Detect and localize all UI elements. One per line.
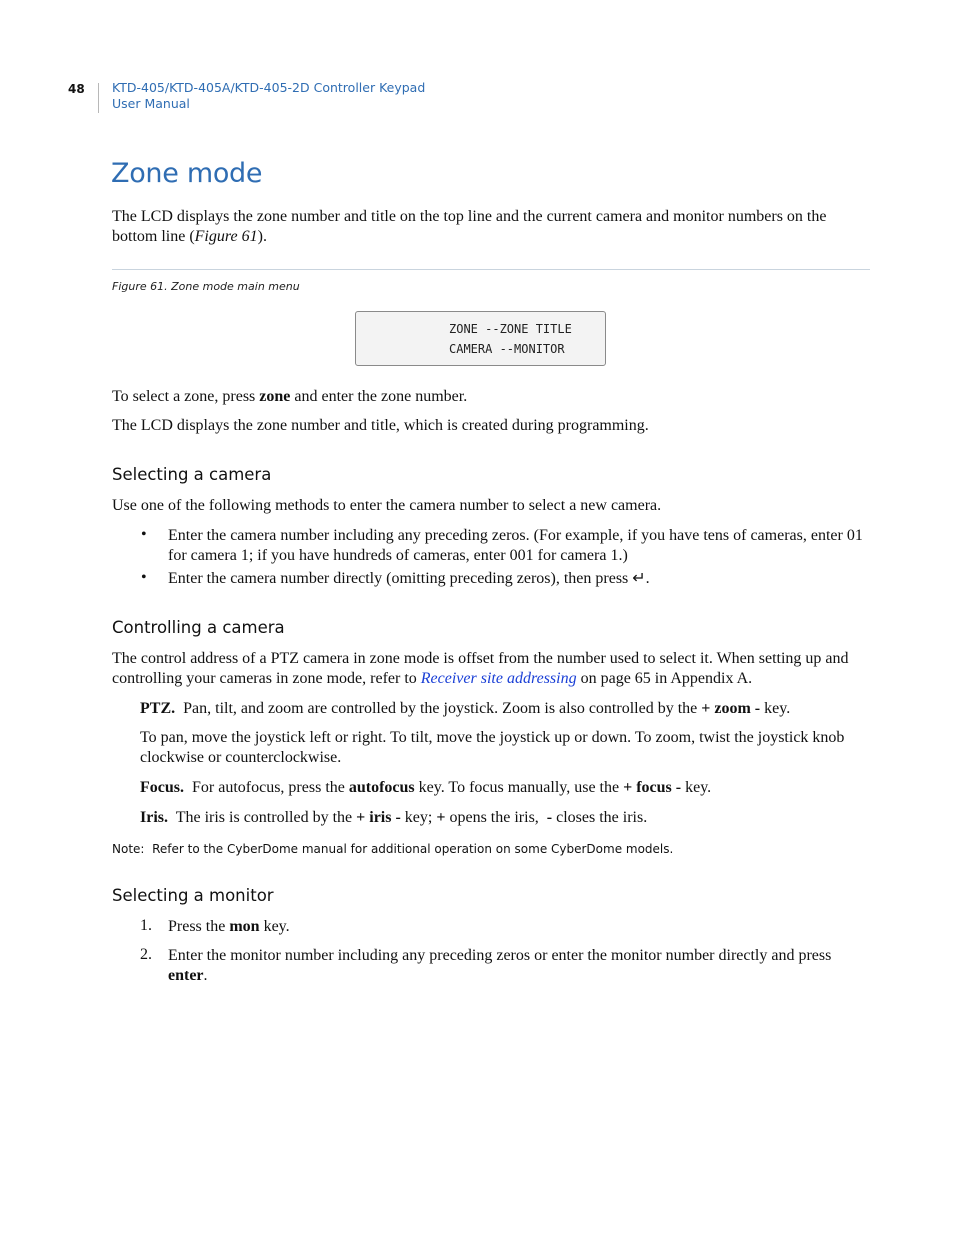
focus-key: + focus - [623,779,682,796]
iris-text-mid2: opens the iris, [445,809,547,826]
list-item: Enter the camera number including any preceding zeros. (For example, if you have tens of cameras, enter 01 for camera 1; if you have hundreds of cameras, enter 001 for camera 1.) [168,527,863,564]
heading-controlling-camera: Controlling a camera [112,618,285,637]
header-divider [98,83,99,113]
focus-label: Focus. [140,779,184,796]
page-title: Zone mode [111,158,263,189]
ptz-text-tail: key. [760,700,791,717]
note: Note: Refer to the CyberDome manual for additional operation on some CyberDome models. [112,842,674,856]
figure-divider [112,269,870,270]
zone-key: zone [259,388,291,405]
intro-paragraph [112,207,872,247]
ptz-text: Pan, tilt, and zoom are controlled by the joystick. Zoom is also controlled by the [175,700,702,717]
receiver-site-addressing-link[interactable]: Receiver site addressing [420,670,577,687]
figure-caption: Figure 61. Zone mode main menu [112,280,300,293]
heading-selecting-camera: Selecting a camera [112,465,272,484]
focus-paragraph [140,778,870,798]
controlling-intro-post: on page 65 in Appendix A. [576,670,753,687]
zoom-key: + zoom - [701,700,761,717]
select-zone-paragraph [112,387,872,407]
heading-selecting-monitor: Selecting a monitor [112,886,274,905]
select-zone-post: and enter the zone number. [290,388,468,405]
controlling-camera-intro [112,649,872,689]
step-number: 2. [140,946,152,963]
step-text-tail: key. [259,918,290,935]
list-item [168,946,868,986]
focus-text-tail: key. [681,779,712,796]
enter-key: enter [168,967,204,984]
lcd-line-1: ZONE --ZONE TITLE [449,322,572,336]
step-text: Press the [168,918,230,935]
step-text: Enter the monitor number including any preceding zeros or enter the monitor number directly and press [168,947,832,964]
step-text-tail: . [203,967,208,984]
selecting-camera-intro: Use one of the following methods to enter the camera number to select a new camera. [112,497,662,514]
header-product: KTD-405/KTD-405A/KTD-405-2D Controller Keypad [112,80,426,95]
bullet-marker: • [141,526,147,543]
iris-key: + iris - [356,809,401,826]
focus-text-mid: key. To focus manually, use the [414,779,624,796]
pan-tilt-zoom-paragraph: To pan, move the joystick left or right. To tilt, move the joystick up or down. To zoom, twist the joystick knob clockwise or counterclockwise. [140,729,845,766]
autofocus-key: autofocus [348,779,415,796]
figure-reference: Figure 61 [194,228,258,245]
controlling-intro-pre: The control address of a PTZ camera in zone mode is offset from the number used to select it. When setting up and controlling your cameras in zone mode, refer to [112,650,849,687]
iris-text-mid: key; [400,809,437,826]
list-item [168,917,868,937]
select-zone-pre: To select a zone, press [112,388,260,405]
lcd-line-2: CAMERA --MONITOR [449,342,565,356]
lcd-display [355,311,606,366]
intro-text: The LCD displays the zone number and title on the top line and the current camera and monitor numbers on the bottom line ( [112,208,827,245]
list-item: Enter the camera number directly (omitting preceding zeros), then press ↵. [168,570,650,587]
intro-tail: ). [257,228,267,245]
ptz-label: PTZ. [140,700,176,717]
bullet-marker: • [141,569,147,586]
focus-text: For autofocus, press the [184,779,349,796]
step-number: 1. [140,917,152,934]
header-manual: User Manual [112,96,190,111]
iris-close-key: - [546,809,553,826]
iris-text-tail: closes the iris. [552,809,648,826]
iris-label: Iris. [140,809,168,826]
ptz-paragraph [140,699,870,719]
iris-text: The iris is controlled by the [168,809,357,826]
iris-open-key: + [436,809,446,826]
running-header [112,80,425,112]
mon-key: mon [229,918,260,935]
page-number: 48 [68,82,85,96]
lcd-title-paragraph: The LCD displays the zone number and title, which is created during programming. [112,417,649,434]
iris-paragraph [140,808,870,828]
